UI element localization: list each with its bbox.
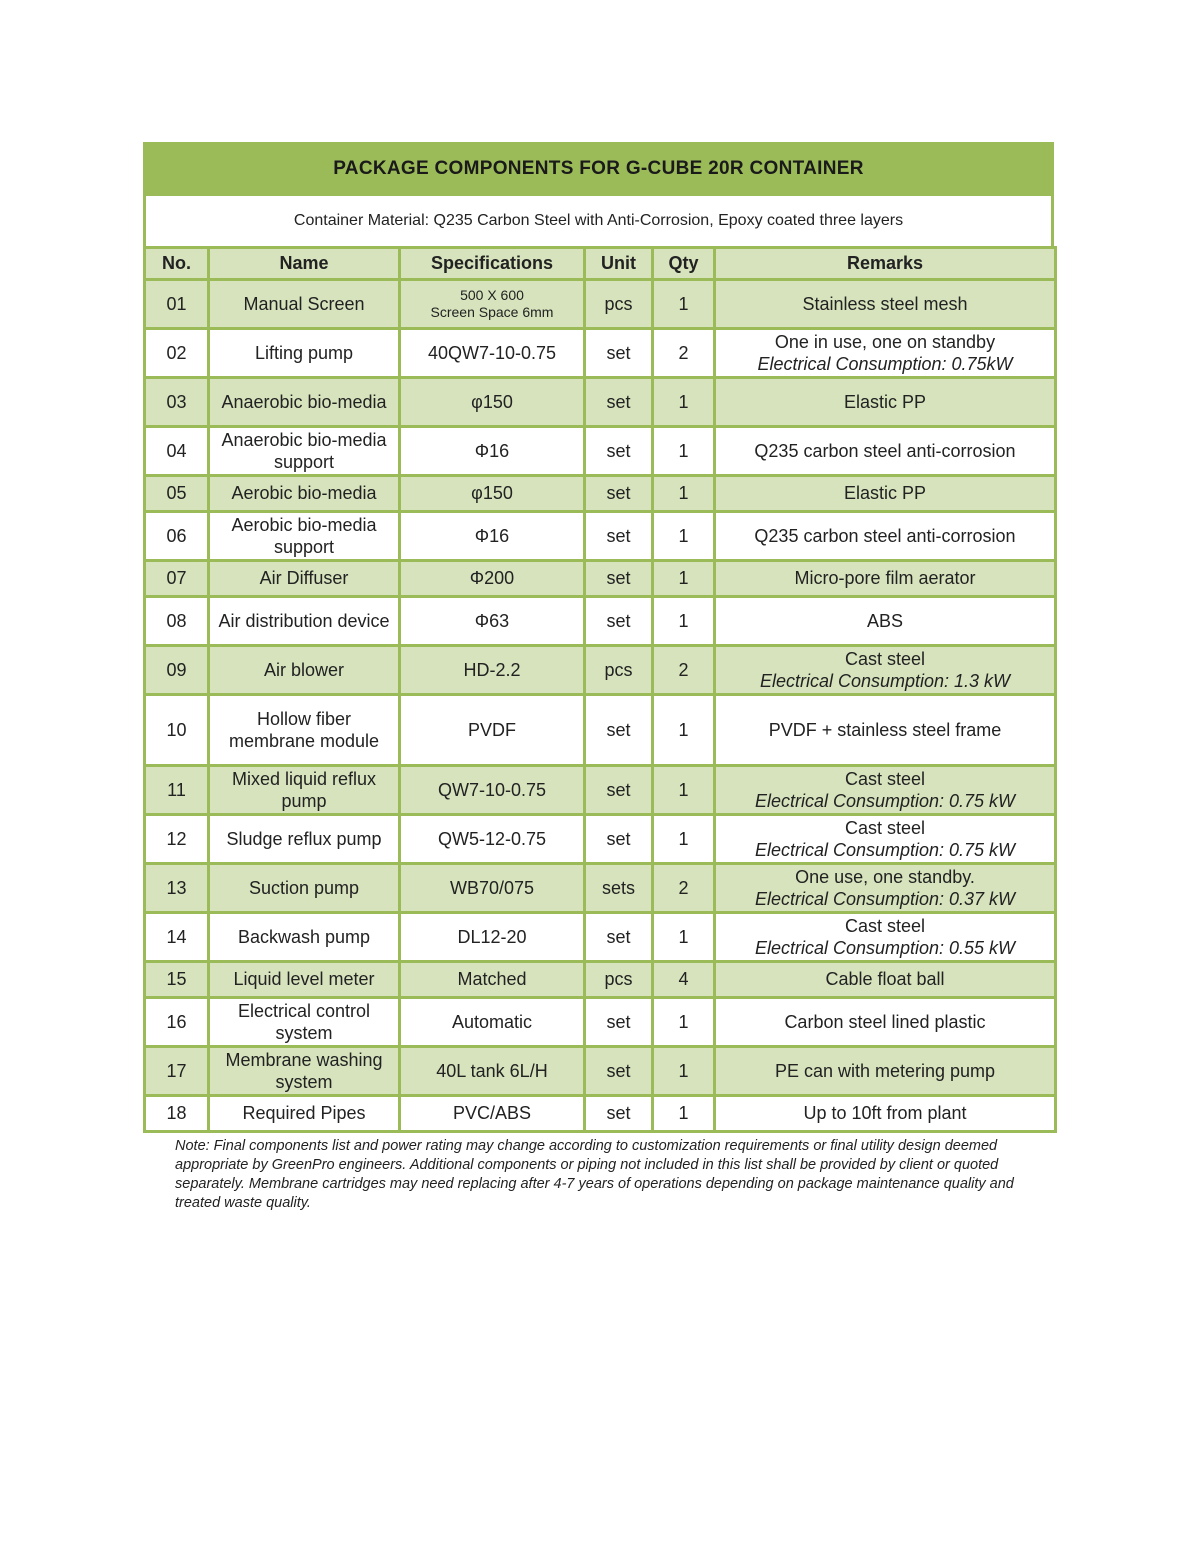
row-remarks [715,561,1056,597]
remark-line-2: Electrical Consumption: 1.3 kW [759,671,1011,691]
row-remarks [715,998,1056,1047]
remark-line-1: Carbon steel lined plastic [784,1011,986,1032]
remark-line-1: One use, one standby. [795,866,975,887]
row-spec: DL12-20 [400,913,585,962]
row-unit: set [585,378,653,427]
row-spec: Automatic [400,998,585,1047]
row-qty: 1 [653,512,715,561]
row-unit: set [585,1096,653,1132]
row-unit: pcs [585,962,653,998]
col-header-unit: Unit [585,248,653,280]
row-name: Required Pipes [209,1096,400,1132]
row-qty: 1 [653,1047,715,1096]
remark-line-1: Cast steel [844,768,926,789]
remark-line-1: Cast steel [844,817,926,838]
row-no: 16 [145,998,209,1047]
row-qty: 2 [653,864,715,913]
row-spec: QW7-10-0.75 [400,766,585,815]
row-qty: 4 [653,962,715,998]
row-spec: WB70/075 [400,864,585,913]
row-no: 02 [145,329,209,378]
row-name: Mixed liquid reflux pump [209,766,400,815]
row-no: 04 [145,427,209,476]
table-row [145,766,1056,815]
table-body [145,280,1056,1132]
row-name: Suction pump [209,864,400,913]
col-header-name: Name [209,248,400,280]
row-unit: pcs [585,280,653,329]
row-remarks [715,815,1056,864]
col-header-no: No. [145,248,209,280]
remark-line-1: PVDF + stainless steel frame [768,719,1002,740]
table-row [145,998,1056,1047]
row-name: Liquid level meter [209,962,400,998]
table-row [145,476,1056,512]
row-qty: 1 [653,427,715,476]
row-unit: set [585,695,653,766]
table-row [145,695,1056,766]
row-qty: 1 [653,378,715,427]
row-qty: 1 [653,695,715,766]
row-unit: set [585,815,653,864]
row-spec: φ150 [400,378,585,427]
row-unit: set [585,766,653,815]
table-row [145,561,1056,597]
row-unit: set [585,561,653,597]
row-remarks [715,378,1056,427]
row-no: 06 [145,512,209,561]
components-document [143,142,1054,1214]
row-spec: φ150 [400,476,585,512]
container-material: Container Material: Q235 Carbon Steel with Anti-Corrosion, Epoxy coated three layers [143,196,1054,246]
row-qty: 1 [653,476,715,512]
row-no: 17 [145,1047,209,1096]
remark-line-1: Q235 carbon steel anti-corrosion [754,440,1016,461]
row-remarks [715,864,1056,913]
row-name: Electrical control system [209,998,400,1047]
row-name: Air blower [209,646,400,695]
remark-line-2: Electrical Consumption: 0.55 kW [754,938,1016,958]
table-row [145,646,1056,695]
row-spec [400,280,585,329]
row-qty: 1 [653,597,715,646]
row-no: 10 [145,695,209,766]
row-no: 09 [145,646,209,695]
table-row [145,280,1056,329]
components-table [143,246,1057,1133]
remark-line-2: Electrical Consumption: 0.37 kW [754,889,1016,909]
row-unit: set [585,597,653,646]
table-row [145,913,1056,962]
table-row [145,427,1056,476]
row-name: Sludge reflux pump [209,815,400,864]
row-no: 18 [145,1096,209,1132]
row-remarks [715,646,1056,695]
remark-line-1: Cable float ball [825,969,945,990]
row-spec: Φ16 [400,427,585,476]
table-row [145,815,1056,864]
row-unit: sets [585,864,653,913]
row-spec: 40L tank 6L/H [400,1047,585,1096]
row-no: 14 [145,913,209,962]
table-row [145,512,1056,561]
row-name: Anaerobic bio-media support [209,427,400,476]
row-name: Backwash pump [209,913,400,962]
row-remarks [715,913,1056,962]
row-no: 15 [145,962,209,998]
row-no: 11 [145,766,209,815]
row-no: 13 [145,864,209,913]
row-no: 05 [145,476,209,512]
row-no: 01 [145,280,209,329]
remark-line-1: Up to 10ft from plant [803,1103,967,1124]
row-name: Air distribution device [209,597,400,646]
row-no: 03 [145,378,209,427]
table-row [145,597,1056,646]
row-unit: set [585,476,653,512]
table-header-row [145,248,1056,280]
row-qty: 1 [653,561,715,597]
row-remarks [715,1047,1056,1096]
table-row [145,962,1056,998]
row-spec: Matched [400,962,585,998]
row-name: Anaerobic bio-media [209,378,400,427]
row-name: Manual Screen [209,280,400,329]
row-qty: 1 [653,280,715,329]
remark-line-1: Stainless steel mesh [802,293,968,314]
row-qty: 2 [653,646,715,695]
remark-line-1: Cast steel [844,915,926,936]
col-header-qty: Qty [653,248,715,280]
footnote: Note: Final components list and power rating may change according to customization requirements or final utility design deemed appropriate by GreenPro engineers. Additional components or piping not included in this list shall be provided by client or quoted separately. Membrane cartridges may need replacing after 4-7 years of operations depending on package maintenance quality and treated waste quality. [175,1138,1014,1212]
row-no: 12 [145,815,209,864]
row-spec: Φ16 [400,512,585,561]
row-name: Membrane washing system [209,1047,400,1096]
table-row [145,329,1056,378]
table-row [145,1047,1056,1096]
table-row [145,378,1056,427]
row-spec: Φ200 [400,561,585,597]
row-spec: HD-2.2 [400,646,585,695]
row-spec: 40QW7-10-0.75 [400,329,585,378]
table-row [145,1096,1056,1132]
col-header-remarks: Remarks [715,248,1056,280]
remark-line-1: Cast steel [844,648,926,669]
row-unit: pcs [585,646,653,695]
row-unit: set [585,329,653,378]
row-unit: set [585,512,653,561]
row-unit: set [585,427,653,476]
spec-line-1: 500 X 600 [460,287,524,304]
row-spec: PVDF [400,695,585,766]
remark-line-1: PE can with metering pump [774,1060,996,1081]
row-remarks [715,476,1056,512]
row-remarks [715,766,1056,815]
row-qty: 2 [653,329,715,378]
remark-line-1: Q235 carbon steel anti-corrosion [754,525,1016,546]
remark-line-1: ABS [866,610,904,631]
row-unit: set [585,998,653,1047]
row-spec: PVC/ABS [400,1096,585,1132]
row-name: Hollow fiber membrane module [209,695,400,766]
row-qty: 1 [653,766,715,815]
row-no: 08 [145,597,209,646]
row-qty: 1 [653,998,715,1047]
remark-line-1: One in use, one on standby [774,331,996,352]
remark-line-1: Elastic PP [843,391,927,412]
table-title: PACKAGE COMPONENTS FOR G-CUBE 20R CONTAINER [143,142,1054,196]
remark-line-2: Electrical Consumption: 0.75kW [757,354,1013,374]
row-remarks [715,280,1056,329]
row-qty: 1 [653,913,715,962]
remark-line-1: Elastic PP [843,483,927,504]
row-remarks [715,329,1056,378]
remark-line-2: Electrical Consumption: 0.75 kW [754,840,1016,860]
row-spec: Φ63 [400,597,585,646]
row-name: Lifting pump [209,329,400,378]
remark-line-2: Electrical Consumption: 0.75 kW [754,791,1016,811]
row-qty: 1 [653,815,715,864]
row-remarks [715,597,1056,646]
row-remarks [715,695,1056,766]
row-name: Air Diffuser [209,561,400,597]
remark-line-1: Micro-pore film aerator [794,568,976,589]
col-header-specifications: Specifications [400,248,585,280]
row-name: Aerobic bio-media [209,476,400,512]
row-unit: set [585,913,653,962]
row-remarks [715,427,1056,476]
row-name: Aerobic bio-media support [209,512,400,561]
row-no: 07 [145,561,209,597]
row-remarks [715,512,1056,561]
row-remarks [715,962,1056,998]
row-spec: QW5-12-0.75 [400,815,585,864]
row-remarks [715,1096,1056,1132]
row-qty: 1 [653,1096,715,1132]
spec-line-2: Screen Space 6mm [430,304,554,320]
row-unit: set [585,1047,653,1096]
table-row [145,864,1056,913]
